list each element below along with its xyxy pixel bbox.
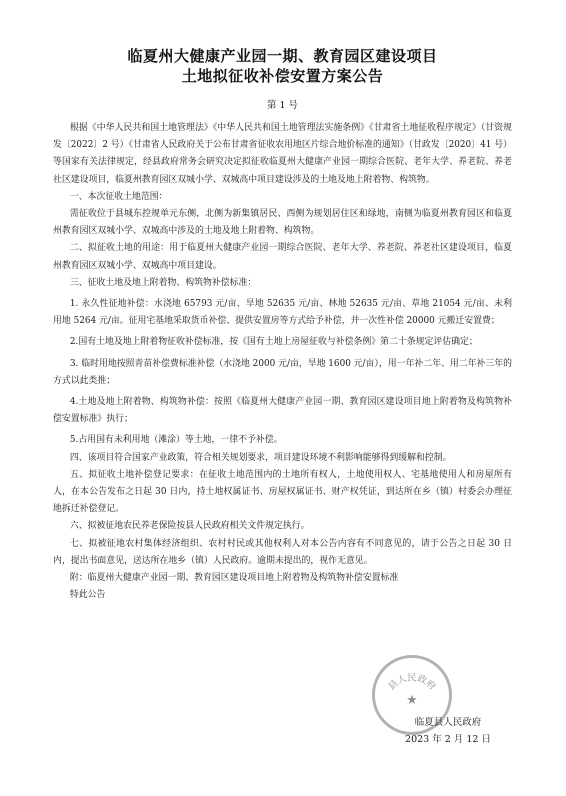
document-title [53, 46, 512, 86]
paragraph-section-7: 七、拟被征地农村集体经济组织、农村村民或其他权利人对本公告内容有不同意见的，请于公告之日起 30 日内，提出书面意见，送达所在地乡（镇）人民政府。逾期未提出的，视作无意见。 [53, 538, 512, 566]
document-body [53, 120, 512, 604]
document-number: 第 1 号 [266, 100, 299, 111]
paragraph-intro: 根据《中华人民共和国土地管理法》《中华人民共和国土地管理法实施条例》《甘肃省土地征收程序规定》（甘资规发〔2022〕2 号）《甘肃省人民政府关于公布甘肃省征收农用地区片综合地价标准的通知》（甘政发〔2020〕41 号）等国家有关法律规定，经县政府常务会研究决定拟征收临夏州大健康产业园一期综合医院、老年大学、养老院、养老社区建设项目，临夏州教育园区双城小学、双城高中项目建设涉及的土地及地上附着物、构筑物。 [53, 123, 512, 185]
paragraph-item-1: 1. 永久性征地补偿：水浇地 65793 元/亩、旱地 52635 元/亩、林地 52635 元/亩、草地 21054 元/亩、未利用地 5264 元/亩。征用宅基地采取货币补偿、提供安置房等方式给予补偿，并一次性补偿 20000 元搬迁安置费； [53, 299, 512, 327]
paragraph-section-6: 六、拟被征地农民养老保险按县人民政府相关文件规定执行。 [69, 521, 310, 532]
paragraph-item-5: 5.占用国有未利用地（滩涂）等土地，一律不予补偿。 [69, 435, 283, 446]
paragraph-section-2: 二、拟征收土地的用途：用于临夏州大健康产业园一期综合医院、老年大学、养老院、养老社区建设项目，临夏州教育园区双城小学、双城高中项目建设。 [53, 243, 512, 271]
paragraph-item-4: 4.土地及地上附着物、构筑物补偿：按照《临夏州大健康产业园一期、教育园区建设项目地上附着物及构筑物补偿安置标准》执行； [53, 397, 512, 425]
signature-block [388, 714, 508, 748]
title-line-1: 临夏州大健康产业园一期、教育园区建设项目 [127, 47, 438, 65]
seal-text: 县人民政府 [386, 672, 438, 693]
paragraph-item-3: 3. 临时用地按照青苗补偿费标准补偿（水浇地 2000 元/亩，旱地 1600 元/亩），用一年补二年、用二年补三年的方式以此类推； [53, 358, 512, 386]
seal-star-icon: ★ [406, 693, 418, 709]
paragraph-item-2: 2.国有土地及地上附着物征收补偿标准，按《国有土地上房屋征收与补偿条例》第二十条规定评估确定； [69, 337, 478, 348]
paragraph-section-3-heading: 三、征收土地及地上附着物、构筑物补偿标准： [69, 277, 257, 288]
signer-name: 临夏县人民政府 [414, 717, 482, 728]
paragraph-section-1-body: 需征收位于县城东控规单元东侧，北侧为新集镇居民、西侧为规划居住区和绿地，南侧为临夏州教育园区和临夏州教育园区双城小学、双城高中涉及的土地及地上附着物、构筑物。 [53, 209, 512, 237]
title-line-2: 土地拟征收补偿安置方案公告 [181, 67, 384, 85]
paragraph-section-1-heading: 一、本次征收土地范围： [69, 191, 168, 202]
paragraph-closing: 特此公告 [69, 590, 106, 601]
paragraph-section-4: 四、该项目符合国家产业政策，符合相关规划要求，项目建设环境不利影响能够得到缓解和控制。 [69, 452, 452, 463]
paragraph-section-5: 五、拟征收土地补偿登记要求：在征收土地范围内的土地所有权人，土地使用权人、宅基地使用人和房屋所有人，在本公告发布之日起 30 日内，持土地权属证书、房屋权属证书、财产权凭证，到达所在乡（镇）村委会办理征地拆迁补偿登记。 [53, 469, 512, 515]
paragraph-attachment: 附：临夏州大健康产业园一期、教育园区建设项目地上附着物及构筑物补偿安置标准 [69, 573, 399, 584]
sign-date: 2023 年 2 月 12 日 [405, 734, 491, 745]
